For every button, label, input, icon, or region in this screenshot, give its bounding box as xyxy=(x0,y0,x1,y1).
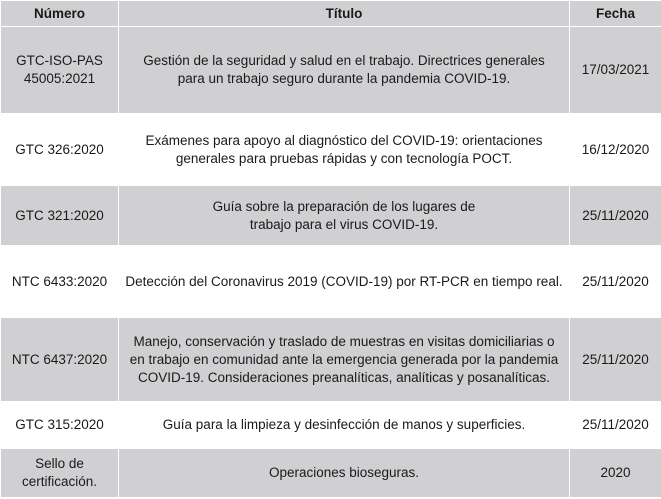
header-numero: Número xyxy=(1,1,119,27)
header-row xyxy=(1,1,661,27)
table-row xyxy=(1,114,661,186)
cell-titulo: Operaciones bioseguras. xyxy=(119,449,570,498)
cell-numero: GTC-ISO-PAS 45005:2021 xyxy=(1,27,119,114)
cell-numero: GTC 315:2020 xyxy=(1,402,119,449)
cell-numero: GTC 326:2020 xyxy=(1,114,119,186)
cell-fecha: 25/11/2020 xyxy=(570,318,661,402)
cell-fecha: 16/12/2020 xyxy=(570,114,661,186)
cell-numero: NTC 6437:2020 xyxy=(1,318,119,402)
table-row xyxy=(1,449,661,498)
cell-numero: NTC 6433:2020 xyxy=(1,246,119,318)
cell-titulo: Guía para la limpieza y desinfección de manos y superficies. xyxy=(119,402,570,449)
table-row xyxy=(1,402,661,449)
table-row xyxy=(1,318,661,402)
cell-titulo: Exámenes para apoyo al diagnóstico del COVID-19: orientaciones generales para pruebas rápidas y con tecnología POCT. xyxy=(119,114,570,186)
header-fecha: Fecha xyxy=(570,1,661,27)
cell-fecha: 2020 xyxy=(570,449,661,498)
cell-numero: Sello de certificación. xyxy=(1,449,119,498)
cell-fecha: 25/11/2020 xyxy=(570,186,661,246)
cell-numero: GTC 321:2020 xyxy=(1,186,119,246)
table-row xyxy=(1,246,661,318)
header-titulo: Título xyxy=(119,1,570,27)
cell-fecha: 17/03/2021 xyxy=(570,27,661,114)
cell-fecha: 25/11/2020 xyxy=(570,402,661,449)
cell-titulo: Manejo, conservación y traslado de muestras en visitas domiciliarias o en trabajo en comunidad ante la emergencia generada por la pandemia COVID-19. Consideraciones preanalíticas, analíticas y posanalíticas. xyxy=(119,318,570,402)
cell-titulo: Gestión de la seguridad y salud en el trabajo. Directrices generales para un trabajo seguro durante la pandemia COVID-19. xyxy=(119,27,570,114)
cell-fecha: 25/11/2020 xyxy=(570,246,661,318)
cell-titulo: Detección del Coronavirus 2019 (COVID-19) por RT-PCR en tiempo real. xyxy=(119,246,570,318)
table-row xyxy=(1,186,661,246)
table-row xyxy=(1,27,661,114)
cell-titulo: Guía sobre la preparación de los lugares de trabajo para el virus COVID-19. xyxy=(119,186,570,246)
